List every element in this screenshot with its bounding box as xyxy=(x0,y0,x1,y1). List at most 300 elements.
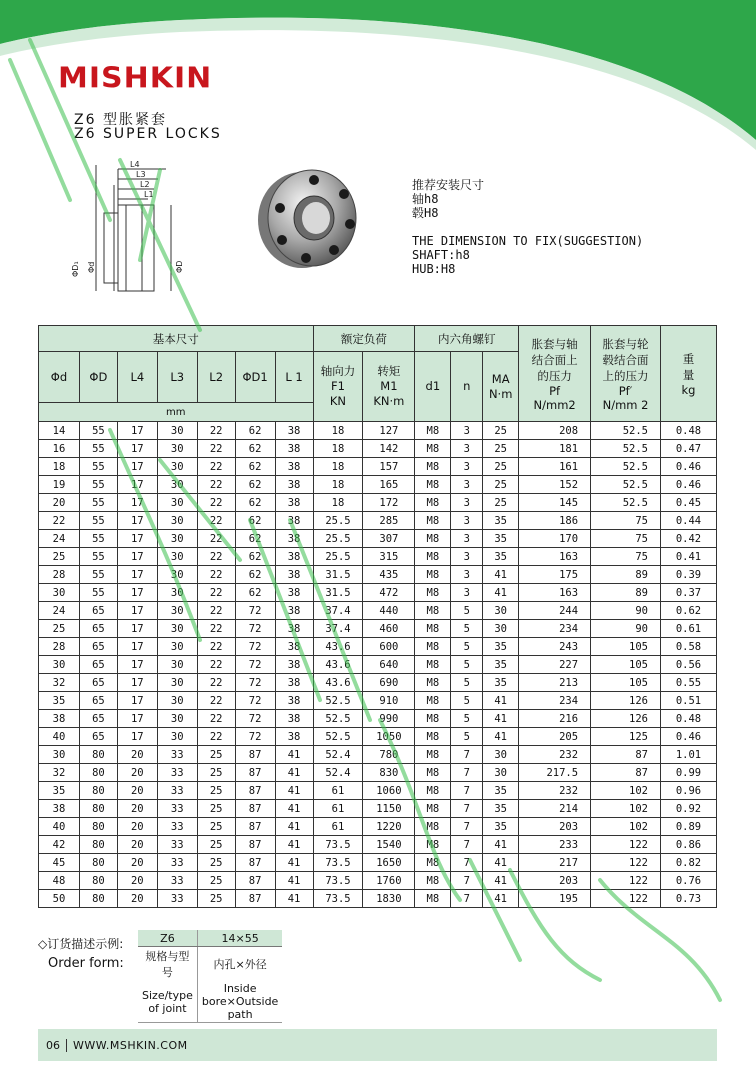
table-cell: 52.5 xyxy=(591,458,661,476)
table-cell: 30 xyxy=(157,656,197,674)
table-cell: 307 xyxy=(363,530,415,548)
table-cell: 61 xyxy=(313,818,363,836)
spec-table-body xyxy=(39,422,717,908)
table-cell: 41 xyxy=(483,566,519,584)
table-row xyxy=(39,818,717,836)
table-cell: 3 xyxy=(451,566,483,584)
table-cell: 52.5 xyxy=(313,728,363,746)
table-cell: 0.73 xyxy=(660,890,716,908)
order-example-size: 14×55 xyxy=(197,930,282,947)
table-cell: 205 xyxy=(519,728,591,746)
table-cell: 30 xyxy=(157,548,197,566)
table-cell: 126 xyxy=(591,710,661,728)
order-type-cn: 规格与型号 xyxy=(138,947,197,982)
table-cell: 18 xyxy=(313,476,363,494)
table-cell: 17 xyxy=(117,638,157,656)
table-cell: 72 xyxy=(235,620,275,638)
table-row xyxy=(39,584,717,602)
table-cell: 30 xyxy=(157,692,197,710)
table-cell: 80 xyxy=(79,782,117,800)
table-cell: 87 xyxy=(235,818,275,836)
table-cell: 38 xyxy=(275,512,313,530)
table-cell: 30 xyxy=(157,494,197,512)
table-cell: 30 xyxy=(483,764,519,782)
table-cell: 145 xyxy=(519,494,591,512)
table-cell: 38 xyxy=(39,710,80,728)
table-cell: 33 xyxy=(157,800,197,818)
table-cell: 41 xyxy=(275,800,313,818)
table-cell: 87 xyxy=(235,854,275,872)
header-col-l1: L 1 xyxy=(275,352,313,403)
table-cell: 5 xyxy=(451,602,483,620)
table-row xyxy=(39,638,717,656)
table-cell: 105 xyxy=(591,638,661,656)
table-cell: 460 xyxy=(363,620,415,638)
table-cell: 38 xyxy=(275,530,313,548)
table-cell: 830 xyxy=(363,764,415,782)
header-col-d: Φd xyxy=(39,352,80,403)
table-cell: 75 xyxy=(591,530,661,548)
table-cell: 17 xyxy=(117,440,157,458)
table-cell: 38 xyxy=(275,458,313,476)
table-cell: 435 xyxy=(363,566,415,584)
table-cell: 43.6 xyxy=(313,638,363,656)
table-cell: 52.5 xyxy=(591,440,661,458)
rec-shaft-cn: 轴h8 xyxy=(412,192,439,206)
table-cell: 41 xyxy=(483,872,519,890)
table-cell: 90 xyxy=(591,620,661,638)
table-row xyxy=(39,710,717,728)
table-cell: 7 xyxy=(451,800,483,818)
table-cell: 315 xyxy=(363,548,415,566)
table-cell: 165 xyxy=(363,476,415,494)
table-cell: 62 xyxy=(235,566,275,584)
table-cell: 25 xyxy=(197,836,235,854)
table-cell: 214 xyxy=(519,800,591,818)
table-cell: 22 xyxy=(197,566,235,584)
header-col-n: n xyxy=(451,352,483,422)
table-cell: 0.46 xyxy=(660,728,716,746)
table-cell: 41 xyxy=(275,836,313,854)
table-cell: M8 xyxy=(415,638,451,656)
table-cell: M8 xyxy=(415,800,451,818)
table-cell: 22 xyxy=(39,512,80,530)
table-cell: 233 xyxy=(519,836,591,854)
table-cell: 25 xyxy=(197,764,235,782)
table-cell: 38 xyxy=(275,494,313,512)
header-col-ma: MA N·m xyxy=(483,352,519,422)
table-cell: 203 xyxy=(519,818,591,836)
table-cell: 0.55 xyxy=(660,674,716,692)
table-cell: 172 xyxy=(363,494,415,512)
table-cell: 22 xyxy=(197,638,235,656)
table-cell: 25 xyxy=(197,800,235,818)
table-cell: M8 xyxy=(415,710,451,728)
table-cell: 87 xyxy=(591,746,661,764)
table-cell: 35 xyxy=(483,782,519,800)
table-row xyxy=(39,764,717,782)
table-cell: 5 xyxy=(451,656,483,674)
table-cell: M8 xyxy=(415,656,451,674)
table-cell: 30 xyxy=(157,530,197,548)
table-cell: 52.4 xyxy=(313,764,363,782)
table-cell: 65 xyxy=(79,674,117,692)
table-cell: M8 xyxy=(415,692,451,710)
table-cell: 20 xyxy=(117,836,157,854)
table-cell: 38 xyxy=(275,548,313,566)
rec-shaft-en: SHAFT:h8 xyxy=(412,248,470,262)
table-cell: M8 xyxy=(415,782,451,800)
table-cell: 38 xyxy=(275,476,313,494)
table-cell: 18 xyxy=(313,458,363,476)
table-cell: 0.89 xyxy=(660,818,716,836)
table-row xyxy=(39,422,717,440)
table-cell: 440 xyxy=(363,602,415,620)
table-cell: 0.62 xyxy=(660,602,716,620)
table-cell: 30 xyxy=(483,620,519,638)
table-cell: 127 xyxy=(363,422,415,440)
table-cell: 7 xyxy=(451,890,483,908)
table-cell: 80 xyxy=(79,836,117,854)
header-weight: 重 量 kg xyxy=(660,326,716,422)
table-cell: 24 xyxy=(39,530,80,548)
table-cell: 18 xyxy=(313,494,363,512)
footer-website-link[interactable]: WWW.MSHKIN.COM xyxy=(73,1038,188,1052)
table-cell: 52.5 xyxy=(591,494,661,512)
table-cell: 25 xyxy=(197,782,235,800)
table-cell: 0.48 xyxy=(660,422,716,440)
table-cell: 18 xyxy=(39,458,80,476)
table-cell: 38 xyxy=(275,656,313,674)
table-cell: 38 xyxy=(39,800,80,818)
dim-d: Φd xyxy=(87,261,96,273)
table-cell: 30 xyxy=(157,638,197,656)
rec-title-cn: 推荐安装尺寸 xyxy=(412,178,485,192)
table-cell: 25 xyxy=(483,494,519,512)
table-cell: 52.5 xyxy=(591,422,661,440)
table-cell: M8 xyxy=(415,440,451,458)
table-cell: 20 xyxy=(117,746,157,764)
table-row xyxy=(39,458,717,476)
header-col-l4: L4 xyxy=(117,352,157,403)
table-cell: 87 xyxy=(235,872,275,890)
table-cell: 0.58 xyxy=(660,638,716,656)
table-cell: 30 xyxy=(39,584,80,602)
product-title-cn: Z6 型胀紧套 xyxy=(74,112,167,128)
table-cell: 33 xyxy=(157,782,197,800)
table-cell: M8 xyxy=(415,494,451,512)
table-cell: 65 xyxy=(79,602,117,620)
table-cell: 20 xyxy=(117,764,157,782)
table-cell: 22 xyxy=(197,422,235,440)
table-cell: 22 xyxy=(197,602,235,620)
table-cell: 55 xyxy=(79,494,117,512)
table-cell: 80 xyxy=(79,800,117,818)
table-cell: 62 xyxy=(235,512,275,530)
table-cell: 19 xyxy=(39,476,80,494)
table-cell: 31.5 xyxy=(313,584,363,602)
header-rated-load: 额定负荷 xyxy=(313,326,415,352)
table-cell: 20 xyxy=(117,800,157,818)
table-cell: 41 xyxy=(275,890,313,908)
table-row xyxy=(39,854,717,872)
table-cell: 122 xyxy=(591,872,661,890)
table-cell: 25 xyxy=(197,872,235,890)
table-cell: 87 xyxy=(235,764,275,782)
table-cell: M8 xyxy=(415,584,451,602)
table-cell: 22 xyxy=(197,674,235,692)
table-cell: 25.5 xyxy=(313,530,363,548)
table-cell: 3 xyxy=(451,458,483,476)
table-cell: 55 xyxy=(79,422,117,440)
table-cell: 122 xyxy=(591,890,661,908)
table-cell: 22 xyxy=(197,440,235,458)
table-cell: 7 xyxy=(451,746,483,764)
table-cell: 65 xyxy=(79,710,117,728)
rec-hub-en: HUB:H8 xyxy=(412,262,456,276)
table-cell: 30 xyxy=(157,710,197,728)
table-cell: 217 xyxy=(519,854,591,872)
table-cell: 35 xyxy=(483,800,519,818)
table-cell: 0.41 xyxy=(660,548,716,566)
table-cell: 41 xyxy=(275,764,313,782)
table-cell: 175 xyxy=(519,566,591,584)
table-cell: 80 xyxy=(79,890,117,908)
table-cell: 1220 xyxy=(363,818,415,836)
installation-recommendation xyxy=(412,178,643,276)
table-cell: 7 xyxy=(451,764,483,782)
table-cell: 3 xyxy=(451,512,483,530)
order-label-cn: ◇订货描述示例: xyxy=(38,937,124,951)
table-cell: 640 xyxy=(363,656,415,674)
table-cell: 5 xyxy=(451,710,483,728)
table-cell: 20 xyxy=(117,818,157,836)
table-row xyxy=(39,746,717,764)
table-cell: 234 xyxy=(519,620,591,638)
table-cell: 30 xyxy=(157,566,197,584)
table-cell: M8 xyxy=(415,764,451,782)
table-cell: 87 xyxy=(235,746,275,764)
table-cell: M8 xyxy=(415,566,451,584)
table-cell: 73.5 xyxy=(313,836,363,854)
table-cell: 25 xyxy=(483,476,519,494)
table-cell: 1060 xyxy=(363,782,415,800)
table-cell: 17 xyxy=(117,584,157,602)
table-cell: 22 xyxy=(197,548,235,566)
table-cell: M8 xyxy=(415,602,451,620)
table-cell: 30 xyxy=(157,422,197,440)
table-row xyxy=(39,530,717,548)
table-cell: 22 xyxy=(197,710,235,728)
order-example-table xyxy=(138,930,282,1023)
table-cell: 72 xyxy=(235,692,275,710)
table-cell: 87 xyxy=(235,836,275,854)
table-cell: 55 xyxy=(79,458,117,476)
header-col-l3: L3 xyxy=(157,352,197,403)
table-cell: 25 xyxy=(483,440,519,458)
table-row xyxy=(39,782,717,800)
table-row xyxy=(39,512,717,530)
table-cell: 17 xyxy=(117,548,157,566)
table-cell: 25 xyxy=(197,818,235,836)
table-cell: 17 xyxy=(117,674,157,692)
table-cell: 195 xyxy=(519,890,591,908)
table-cell: 41 xyxy=(483,584,519,602)
table-row xyxy=(39,566,717,584)
table-cell: 0.48 xyxy=(660,710,716,728)
table-cell: 38 xyxy=(275,566,313,584)
table-cell: 30 xyxy=(157,476,197,494)
table-cell: 17 xyxy=(117,656,157,674)
table-cell: 203 xyxy=(519,872,591,890)
table-cell: 181 xyxy=(519,440,591,458)
table-cell: 89 xyxy=(591,584,661,602)
table-cell: 7 xyxy=(451,872,483,890)
table-cell: 18 xyxy=(313,422,363,440)
table-cell: 90 xyxy=(591,602,661,620)
table-cell: 89 xyxy=(591,566,661,584)
header-col-D: ΦD xyxy=(79,352,117,403)
technical-drawing xyxy=(66,155,226,295)
table-cell: 33 xyxy=(157,818,197,836)
table-cell: 5 xyxy=(451,674,483,692)
table-cell: 232 xyxy=(519,782,591,800)
table-cell: 43.6 xyxy=(313,656,363,674)
table-cell: 25 xyxy=(483,458,519,476)
table-cell: 142 xyxy=(363,440,415,458)
table-cell: 17 xyxy=(117,566,157,584)
table-row xyxy=(39,800,717,818)
table-cell: 41 xyxy=(483,836,519,854)
table-cell: 243 xyxy=(519,638,591,656)
table-cell: 33 xyxy=(157,746,197,764)
table-cell: 105 xyxy=(591,674,661,692)
table-cell: 87 xyxy=(235,800,275,818)
table-cell: 232 xyxy=(519,746,591,764)
table-cell: 48 xyxy=(39,872,80,890)
table-cell: 25 xyxy=(39,548,80,566)
table-cell: M8 xyxy=(415,836,451,854)
table-cell: 32 xyxy=(39,674,80,692)
table-cell: 126 xyxy=(591,692,661,710)
table-cell: 30 xyxy=(483,602,519,620)
table-cell: M8 xyxy=(415,476,451,494)
table-cell: 75 xyxy=(591,548,661,566)
table-cell: 40 xyxy=(39,728,80,746)
table-cell: 65 xyxy=(79,728,117,746)
table-cell: M8 xyxy=(415,530,451,548)
table-cell: 217.5 xyxy=(519,764,591,782)
table-cell: 5 xyxy=(451,638,483,656)
table-cell: 163 xyxy=(519,548,591,566)
table-cell: 1540 xyxy=(363,836,415,854)
product-title-en: Z6 SUPER LOCKS xyxy=(74,126,222,142)
table-cell: M8 xyxy=(415,422,451,440)
table-cell: 0.46 xyxy=(660,476,716,494)
table-cell: 780 xyxy=(363,746,415,764)
table-cell: 22 xyxy=(197,692,235,710)
table-cell: 73.5 xyxy=(313,854,363,872)
table-cell: 22 xyxy=(197,728,235,746)
table-cell: 80 xyxy=(79,746,117,764)
table-cell: 41 xyxy=(483,854,519,872)
table-cell: 22 xyxy=(197,656,235,674)
table-cell: 61 xyxy=(313,800,363,818)
page-footer xyxy=(38,1029,717,1061)
table-row xyxy=(39,656,717,674)
table-cell: 62 xyxy=(235,422,275,440)
logo-text: MISHKIN xyxy=(58,61,213,95)
table-cell: 75 xyxy=(591,512,661,530)
table-row xyxy=(39,440,717,458)
table-row xyxy=(39,692,717,710)
table-cell: 24 xyxy=(39,602,80,620)
table-cell: 122 xyxy=(591,836,661,854)
table-cell: 40 xyxy=(39,818,80,836)
table-cell: 30 xyxy=(157,584,197,602)
order-label-en: Order form: xyxy=(48,956,124,971)
dim-l3: L3 xyxy=(136,170,146,179)
table-cell: 20 xyxy=(117,854,157,872)
table-cell: 33 xyxy=(157,872,197,890)
table-cell: 216 xyxy=(519,710,591,728)
table-cell: 25 xyxy=(39,620,80,638)
table-cell: 38 xyxy=(275,692,313,710)
table-cell: 38 xyxy=(275,638,313,656)
table-cell: M8 xyxy=(415,674,451,692)
table-cell: 25.5 xyxy=(313,548,363,566)
table-cell: 157 xyxy=(363,458,415,476)
table-cell: 0.56 xyxy=(660,656,716,674)
table-cell: 3 xyxy=(451,494,483,512)
dim-l2: L2 xyxy=(140,180,150,189)
table-cell: M8 xyxy=(415,872,451,890)
table-cell: 45 xyxy=(39,854,80,872)
table-cell: 43.6 xyxy=(313,674,363,692)
table-cell: 0.46 xyxy=(660,458,716,476)
table-cell: 17 xyxy=(117,422,157,440)
table-cell: 125 xyxy=(591,728,661,746)
table-cell: 163 xyxy=(519,584,591,602)
table-cell: 213 xyxy=(519,674,591,692)
table-cell: 208 xyxy=(519,422,591,440)
table-cell: 910 xyxy=(363,692,415,710)
table-cell: 73.5 xyxy=(313,890,363,908)
table-row xyxy=(39,602,717,620)
table-cell: 41 xyxy=(275,872,313,890)
table-cell: 30 xyxy=(483,746,519,764)
table-cell: 990 xyxy=(363,710,415,728)
table-cell: 1760 xyxy=(363,872,415,890)
table-cell: M8 xyxy=(415,728,451,746)
table-cell: 55 xyxy=(79,584,117,602)
header-hub-pressure: 胀套与轮 毂结合面 上的压力 Pf′ N/mm 2 xyxy=(591,326,661,422)
spec-table xyxy=(38,325,717,908)
table-cell: 22 xyxy=(197,584,235,602)
table-cell: 17 xyxy=(117,620,157,638)
table-cell: 14 xyxy=(39,422,80,440)
table-cell: 65 xyxy=(79,656,117,674)
table-cell: 3 xyxy=(451,530,483,548)
table-cell: 80 xyxy=(79,854,117,872)
table-cell: 52.4 xyxy=(313,746,363,764)
table-cell: 30 xyxy=(157,602,197,620)
table-cell: M8 xyxy=(415,512,451,530)
table-cell: 0.47 xyxy=(660,440,716,458)
table-cell: 65 xyxy=(79,638,117,656)
table-cell: 52.5 xyxy=(313,710,363,728)
table-cell: 55 xyxy=(79,566,117,584)
